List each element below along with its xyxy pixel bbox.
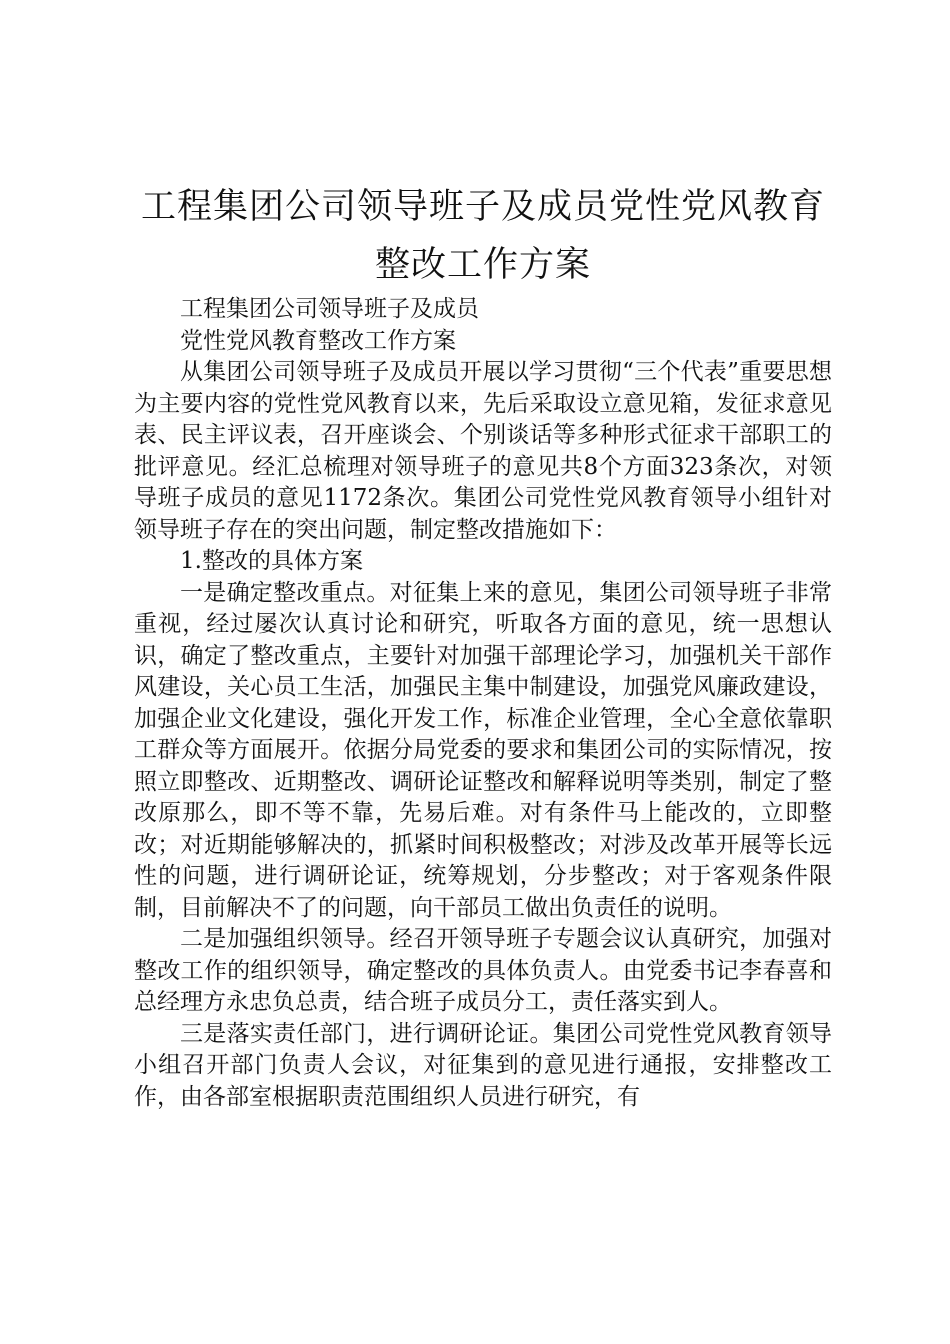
body-paragraph: 一是确定整改重点。对征集上来的意见，集团公司领导班子非常重视，经过屡次认真讨论和研究，听取各方面的意见，统一思想认识，确定了整改重点，主要针对加强干部理论学习，加强机关干部作风建设，关心员工生活，加强民主集中制建设，加强党风廉政建设，加强企业文化建设，强化开发工作，标准企业管理，全心全意依靠职工群众等方面展开。依据分局党委的要求和集团公司的实际情况，按照立即整改、近期整改、调研论证整改和解释说明等类别，制定了整改原那么，即不等不靠，先易后难。对有条件马上能改的，立即整改；对近期能够解决的，抓紧时间积极整改；对涉及改革开展等长远性的问题，进行调研论证，统筹规划，分步整改；对于客观条件限制，目前解决不了的问题，向干部员工做出负责任的说明。 [134, 579, 832, 921]
section-heading: 1.整改的具体方案 [180, 548, 363, 574]
document-title [134, 178, 832, 294]
title-line-2: 整改工作方案 [374, 245, 591, 285]
body-paragraph: 三是落实责任部门，进行调研论证。集团公司党性党风教育领导小组召开部门负责人会议，对征集到的意见进行通报，安排整改工作，由各部室根据职责范围组织人员进行研究，有 [134, 1020, 832, 1110]
document-body [134, 294, 832, 1113]
title-line-1: 工程集团公司领导班子及成员党性党风教育 [140, 187, 825, 227]
body-paragraph: 二是加强组织领导。经召开领导班子专题会议认真研究，加强对整改工作的组织领导，确定整改的具体负责人。由党委书记李春喜和总经理方永忠负总责，结合班子成员分工，责任落实到人。 [134, 926, 832, 1015]
subtitle-line-1: 工程集团公司领导班子及成员 [180, 296, 479, 322]
intro-paragraph: 从集团公司领导班子及成员开展以学习贯彻“三个代表”重要思想为主要内容的党性党风教育以来，先后采取设立意见箱，发征求意见表、民主评议表，召开座谈会、个别谈话等多种形式征求干部职工的批评意见。经汇总梳理对领导班子的意见共8个方面323条次，对领导班子成员的意见1172条次。集团公司党性党风教育领导小组针对领导班子存在的突出问题，制定整改措施如下： [134, 359, 832, 543]
document-page [134, 178, 832, 1113]
subtitle-line-2: 党性党风教育整改工作方案 [180, 327, 456, 354]
